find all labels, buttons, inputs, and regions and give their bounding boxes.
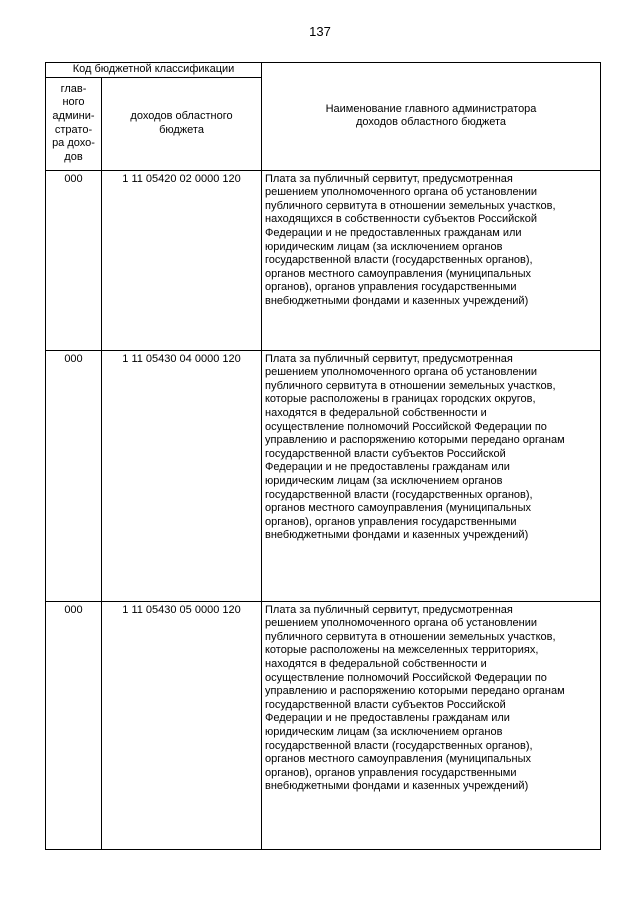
header-main-administrator-text: глав- ного админи- страто- ра дохо- дов (52, 82, 95, 163)
table-row (46, 170, 601, 350)
administrator-code-cell: 000 (46, 350, 102, 601)
description-cell (262, 601, 601, 849)
budget-code-cell: 1 11 05430 05 0000 120 (102, 601, 262, 849)
header-regional-budget-revenue (102, 77, 262, 170)
header-administrator-name (262, 63, 601, 171)
table-row (46, 601, 601, 849)
header-budget-classification-code: Код бюджетной классификации (46, 63, 262, 78)
budget-code-cell: 1 11 05420 02 0000 120 (102, 170, 262, 350)
description-text: Плата за публичный сервитут, предусмотренная решением уполномоченного органа об установлении публичного сервитута в отношении земельных участков, находящихся в собственности субъектов Российской Федерации и не предоставленных гражданам или юридическим лицам (за исключением органов государственной власти (государственных органов), органов местного самоуправления (муниципальных органов), органов управления государственными внебюджетными фондами и казенных учреждений) (265, 172, 556, 307)
description-text: Плата за публичный сервитут, предусмотренная решением уполномоченного органа об установлении публичного сервитута в отношении земельных участков, которые расположены на межселенных территориях, находятся в федеральной собственности и осуществление полномочий Российской Федерации по управлению и распоряжению которыми передано органам государственной власти субъектов Российской Федерации и не предоставлены гражданам или юридическим лицам (за исключением органов государственной власти (государственных органов), органов местного самоуправления (муниципальных органов), органов управления государственными внебюджетными фондами и казенных учреждений) (265, 603, 565, 793)
description-cell (262, 350, 601, 601)
description-cell (262, 170, 601, 350)
header-regional-budget-revenue-text: доходов областного бюджета (130, 110, 233, 136)
table-header-group-row (46, 63, 601, 78)
page-number: 137 (309, 24, 331, 39)
budget-classification-table (45, 62, 601, 850)
header-administrator-name-text: Наименование главного администратора доходов областного бюджета (325, 102, 537, 129)
description-text: Плата за публичный сервитут, предусмотренная решением уполномоченного органа об установлении публичного сервитута в отношении земельных участков, которые расположены в границах городских округов, находятся в федеральной собственности и осуществление полномочий Российской Федерации по управлению и распоряжению которыми передано органам государственной власти субъектов Российской Федерации и не предоставлены гражданам или юридическим лицам (за исключением органов государственной власти (государственных органов), органов местного самоуправления (муниципальных органов), органов управления государственными внебюджетными фондами и казенных учреждений) (265, 352, 565, 542)
administrator-code-cell: 000 (46, 170, 102, 350)
budget-code-cell: 1 11 05430 04 0000 120 (102, 350, 262, 601)
header-main-administrator (46, 77, 102, 170)
administrator-code-cell: 000 (46, 601, 102, 849)
table-row (46, 350, 601, 601)
